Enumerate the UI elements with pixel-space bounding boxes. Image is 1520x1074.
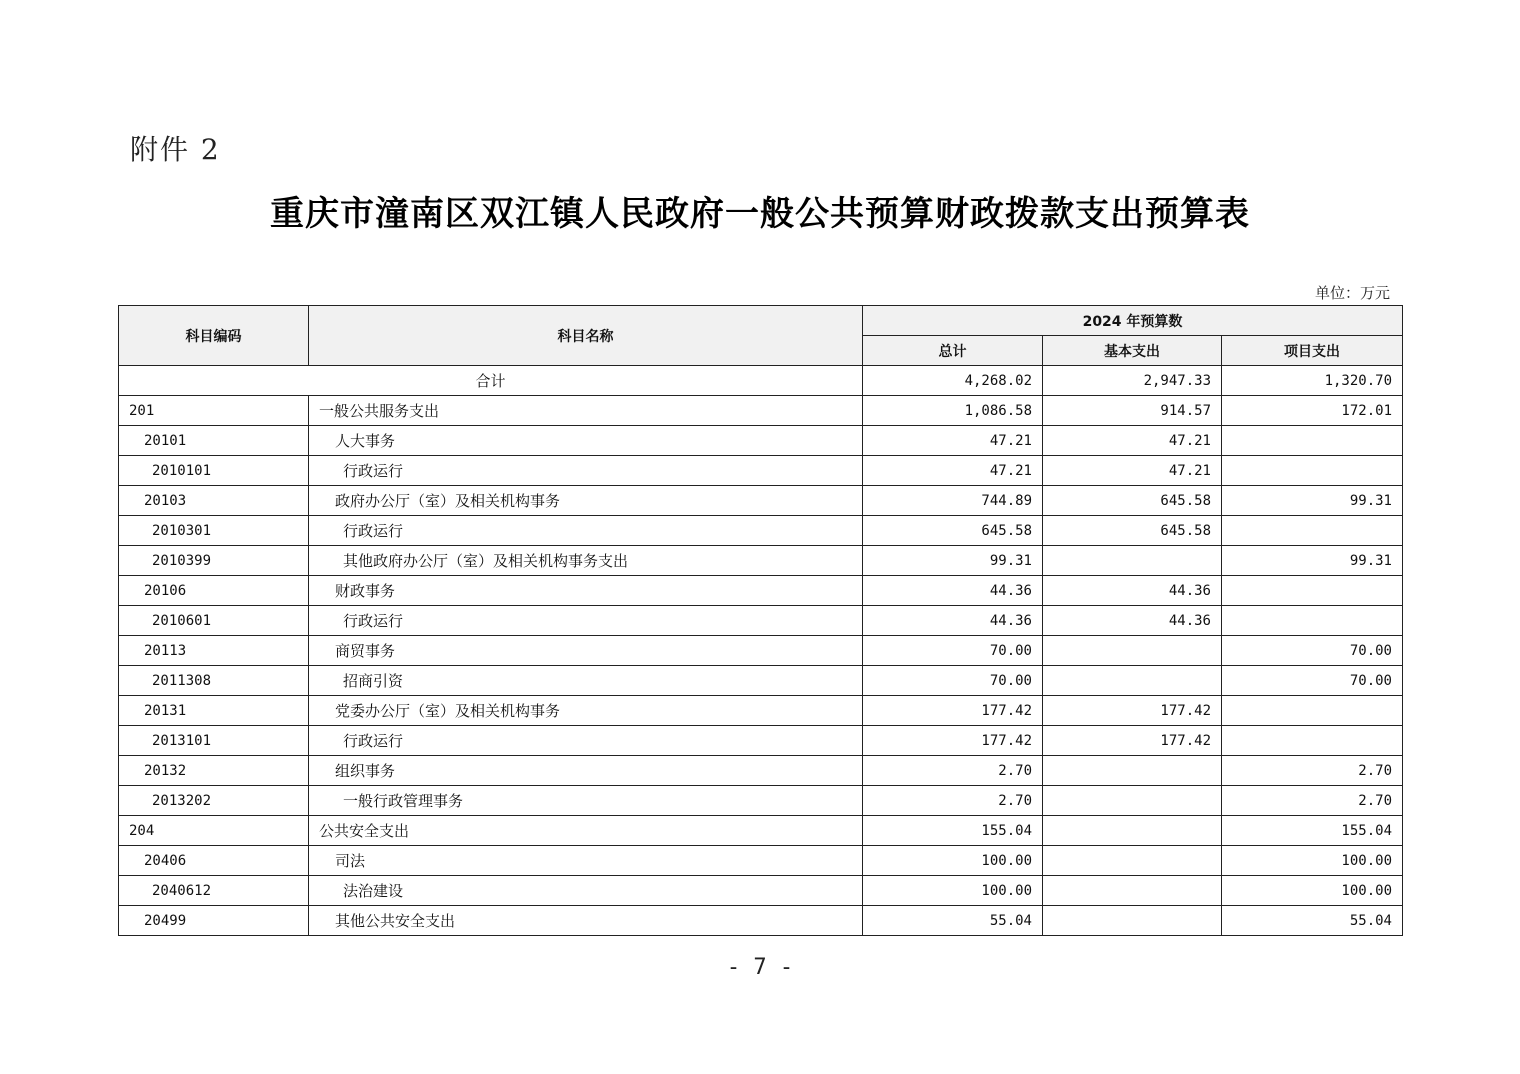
table-row (119, 396, 1403, 426)
attachment-label: 附件 2 (130, 133, 221, 166)
row-total: 47.21 (863, 426, 1043, 456)
row-name: 行政运行 (309, 606, 863, 636)
row-name: 其他政府办公厅（室）及相关机构事务支出 (309, 546, 863, 576)
table-row (119, 906, 1403, 936)
row-code: 204 (119, 816, 309, 846)
row-project: 2.70 (1222, 756, 1403, 786)
header-code: 科目编码 (119, 306, 309, 366)
table-row (119, 816, 1403, 846)
row-total: 100.00 (863, 876, 1043, 906)
row-project: 172.01 (1222, 396, 1403, 426)
row-total: 155.04 (863, 816, 1043, 846)
row-basic (1043, 546, 1222, 576)
header-name: 科目名称 (309, 306, 863, 366)
row-project (1222, 516, 1403, 546)
row-total: 44.36 (863, 606, 1043, 636)
table-row (119, 456, 1403, 486)
table-row (119, 696, 1403, 726)
row-basic: 47.21 (1043, 456, 1222, 486)
table-row (119, 576, 1403, 606)
row-name: 司法 (309, 846, 863, 876)
row-total: 47.21 (863, 456, 1043, 486)
table-row (119, 516, 1403, 546)
row-code: 20103 (119, 486, 309, 516)
table-row (119, 486, 1403, 516)
row-name: 公共安全支出 (309, 816, 863, 846)
table-row (119, 876, 1403, 906)
row-total: 70.00 (863, 666, 1043, 696)
row-code: 2013202 (119, 786, 309, 816)
total-row-basic: 2,947.33 (1043, 366, 1222, 396)
total-row-project: 1,320.70 (1222, 366, 1403, 396)
unit-label: 单位：万元 (1314, 284, 1390, 302)
total-row-label: 合计 (119, 366, 863, 396)
row-code: 20101 (119, 426, 309, 456)
table-row (119, 426, 1403, 456)
row-basic (1043, 876, 1222, 906)
row-basic: 645.58 (1043, 516, 1222, 546)
row-name: 一般公共服务支出 (309, 396, 863, 426)
row-project (1222, 456, 1403, 486)
budget-table (118, 305, 1403, 936)
row-name: 政府办公厅（室）及相关机构事务 (309, 486, 863, 516)
row-name: 商贸事务 (309, 636, 863, 666)
row-basic (1043, 636, 1222, 666)
row-name: 行政运行 (309, 516, 863, 546)
row-basic: 177.42 (1043, 696, 1222, 726)
row-total: 100.00 (863, 846, 1043, 876)
row-total: 55.04 (863, 906, 1043, 936)
row-total: 177.42 (863, 696, 1043, 726)
row-project: 99.31 (1222, 546, 1403, 576)
row-total: 44.36 (863, 576, 1043, 606)
row-total: 2.70 (863, 786, 1043, 816)
row-project: 70.00 (1222, 666, 1403, 696)
table-row (119, 606, 1403, 636)
table-row (119, 786, 1403, 816)
row-code: 2011308 (119, 666, 309, 696)
header-basic: 基本支出 (1043, 336, 1222, 366)
row-code: 2010399 (119, 546, 309, 576)
row-code: 20106 (119, 576, 309, 606)
row-code: 2010101 (119, 456, 309, 486)
row-total: 177.42 (863, 726, 1043, 756)
row-basic: 44.36 (1043, 606, 1222, 636)
row-name: 财政事务 (309, 576, 863, 606)
row-basic (1043, 666, 1222, 696)
row-project: 2.70 (1222, 786, 1403, 816)
row-total: 2.70 (863, 756, 1043, 786)
table-row (119, 846, 1403, 876)
table-row (119, 666, 1403, 696)
document-title: 重庆市潼南区双江镇人民政府一般公共预算财政拨款支出预算表 (270, 194, 1250, 234)
row-project (1222, 696, 1403, 726)
row-project: 155.04 (1222, 816, 1403, 846)
row-name: 一般行政管理事务 (309, 786, 863, 816)
row-code: 2013101 (119, 726, 309, 756)
row-basic (1043, 756, 1222, 786)
row-code: 2010601 (119, 606, 309, 636)
total-row (119, 366, 1403, 396)
row-project: 99.31 (1222, 486, 1403, 516)
row-code: 201 (119, 396, 309, 426)
table-row (119, 546, 1403, 576)
row-project (1222, 606, 1403, 636)
table-row (119, 726, 1403, 756)
row-project: 55.04 (1222, 906, 1403, 936)
row-name: 其他公共安全支出 (309, 906, 863, 936)
header-total: 总计 (863, 336, 1043, 366)
row-basic: 177.42 (1043, 726, 1222, 756)
table-row (119, 636, 1403, 666)
row-basic: 47.21 (1043, 426, 1222, 456)
row-project (1222, 426, 1403, 456)
row-basic: 914.57 (1043, 396, 1222, 426)
row-basic (1043, 786, 1222, 816)
row-basic (1043, 906, 1222, 936)
row-name: 法治建设 (309, 876, 863, 906)
row-basic: 645.58 (1043, 486, 1222, 516)
row-basic (1043, 816, 1222, 846)
row-name: 人大事务 (309, 426, 863, 456)
row-code: 20131 (119, 696, 309, 726)
row-total: 645.58 (863, 516, 1043, 546)
row-basic (1043, 846, 1222, 876)
row-name: 行政运行 (309, 726, 863, 756)
header-year-group: 2024 年预算数 (863, 306, 1403, 336)
row-total: 744.89 (863, 486, 1043, 516)
row-code: 2040612 (119, 876, 309, 906)
row-name: 行政运行 (309, 456, 863, 486)
table-row (119, 756, 1403, 786)
row-project: 70.00 (1222, 636, 1403, 666)
row-project: 100.00 (1222, 846, 1403, 876)
row-project (1222, 726, 1403, 756)
row-name: 招商引资 (309, 666, 863, 696)
total-row-total: 4,268.02 (863, 366, 1043, 396)
row-total: 70.00 (863, 636, 1043, 666)
header-project: 项目支出 (1222, 336, 1403, 366)
row-basic: 44.36 (1043, 576, 1222, 606)
row-code: 2010301 (119, 516, 309, 546)
page-number: - 7 - (726, 955, 794, 980)
row-project: 100.00 (1222, 876, 1403, 906)
row-code: 20499 (119, 906, 309, 936)
row-code: 20113 (119, 636, 309, 666)
row-project (1222, 576, 1403, 606)
table-header (119, 306, 1403, 366)
row-code: 20406 (119, 846, 309, 876)
row-total: 99.31 (863, 546, 1043, 576)
table-body (119, 366, 1403, 936)
row-name: 组织事务 (309, 756, 863, 786)
row-total: 1,086.58 (863, 396, 1043, 426)
row-code: 20132 (119, 756, 309, 786)
row-name: 党委办公厅（室）及相关机构事务 (309, 696, 863, 726)
